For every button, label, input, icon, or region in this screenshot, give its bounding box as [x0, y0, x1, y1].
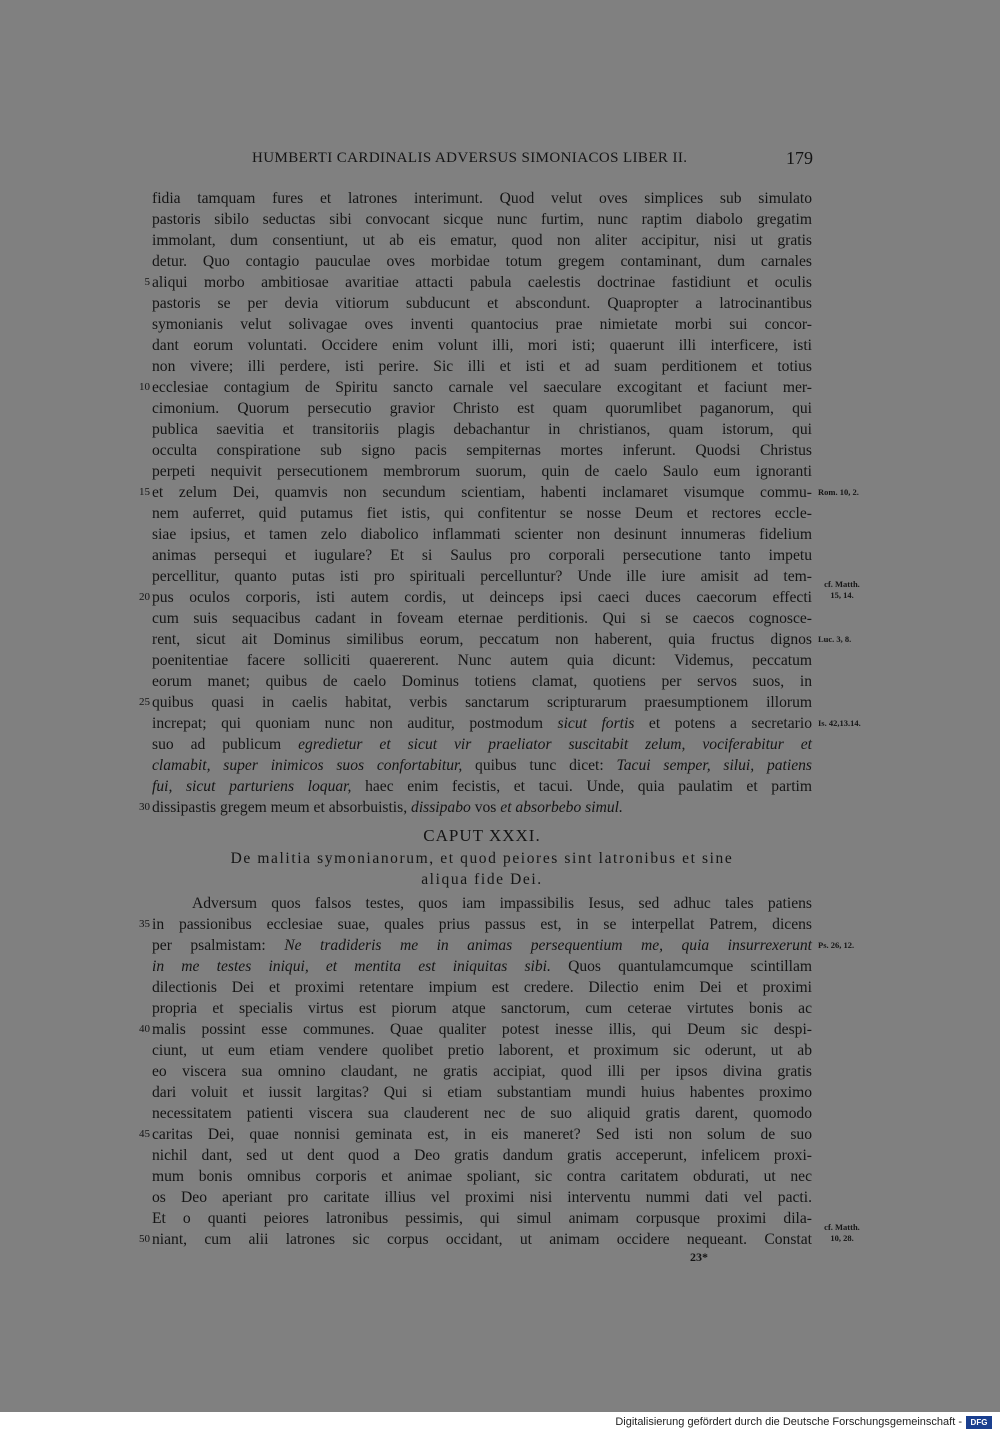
text-line: eorum manet; quibus de caelo Dominus totiens clamat, quotiens per servos suos, in [152, 673, 812, 690]
text-line: immolant, dum consentiunt, ut ab eis ematur, quod non aliter accipitur, nisi ut gratis [152, 232, 812, 249]
page-number: 179 [786, 148, 813, 168]
chapter-title: CAPUT XXXI. [423, 826, 541, 845]
text-line: occulta conspiratione sub signo pacis sempiternas mortes inferunt. Quodsi Christus [152, 442, 812, 459]
text-line: animas persequi et iugulare? Et si Saulus pro corporali persecutione tanto impetu [152, 547, 812, 564]
text-line: dant eorum voluntati. Occidere enim volunt illi, mori isti; quaerunt illi interficere, isti [152, 337, 812, 354]
margin-reference: cf. Matth. [824, 579, 860, 589]
text-line: Adversum quos falsos testes, quos iam impassibilis Iesus, sed adhuc tales patiens [192, 895, 812, 912]
footer-bar [0, 1412, 1000, 1434]
quotation: fui, sicut parturiens loquar, [152, 778, 352, 795]
chapter-subtitle: De malitia symonianorum, et quod peiores sint latronibus et sine [230, 850, 734, 867]
text-line: pastoris se per devia vitiorum subducunt et abscondunt. Quapropter a latrocinantibus [152, 295, 812, 312]
margin-reference: 15, 14. [830, 590, 854, 600]
line-number: 45 [139, 1128, 150, 1140]
margin-reference: cf. Matth. [824, 1222, 860, 1232]
text-line: non vivere; illi perdere, isti perire. Sic illi et isti et ad suam perditionem et totius [152, 358, 812, 375]
text-line: perpeti nequivit persecutionem membrorum suorum, quin de caelo Saulo eum ignoranti [152, 463, 812, 480]
line-number: 25 [139, 696, 150, 708]
text-line: caritas Dei, quae nonnisi geminata est, in eis maneret? Sed isti non solum de suo [152, 1126, 812, 1143]
quotation: clamabit, super inimicos suos confortabitur, [152, 757, 463, 774]
text-line: et zelum Dei, quamvis non secundum scientiam, habenti inclamaret visumque commu- [152, 484, 812, 501]
text-line: in passionibus ecclesiae suae, quales prius passus est, in se interpellat Patrem, dicens [152, 916, 812, 933]
text-line: symonianis velut solivagae oves inventi quantocius prae nimietate morbi sui concor- [152, 316, 812, 333]
text-line: fidia tamquam fures et latrones interimunt. Quod velut oves simplices sub simulato [152, 190, 812, 207]
text-line: suo ad publicum egredietur et sicut vir praeliator suscitabit zelum, vociferabitur et [152, 736, 812, 753]
line-number: 30 [139, 801, 150, 813]
text-line: dilectionis Dei et proximi retentare impium est credere. Dilectio enim Dei et proximi [152, 979, 812, 996]
chapter-subtitle: aliqua fide Dei. [421, 871, 543, 888]
text-line: ecclesiae contagium de Spiritu sancto carnale vel saeculare excogitant et faciunt mer- [152, 379, 812, 396]
text-line: eo viscera sua omnino claudant, ne gratis accipiat, quod illi per ipsos divina gratis [152, 1063, 812, 1080]
text-line: poenitentiae facere solliciti quaererent. Nunc autem quia dicunt: Videmus, peccatum [152, 652, 812, 669]
running-header: HUMBERTI CARDINALIS ADVERSUS SIMONIACOS LIBER II. [252, 150, 688, 166]
line-number: 5 [144, 276, 150, 288]
line-number: 20 [139, 591, 150, 603]
text-line: nem auferret, quid putamus fiet istis, qui confitentur se nosse Deum et rectores eccle- [152, 505, 812, 522]
text-line: per psalmistam: Ne tradideris me in animas persequentium me, quia insurrexerunt [152, 937, 812, 954]
text-line: increpat; qui quoniam nunc non auditur, postmodum sicut fortis et potens a secretario [152, 715, 812, 732]
text-line: necessitatem patienti viscera sua clauderent nec de suo aliquid gratis darent, quomodo [152, 1105, 812, 1122]
text-line: siae ipsius, et tamen zelo diabolico inflammati scienter non desinunt innumeras fidelium [152, 526, 812, 543]
dfg-logo: DFG [966, 1416, 992, 1429]
quotation: Ne tradideris me in animas persequentium me, quia insurrexerunt [284, 937, 812, 954]
line-number: 15 [139, 486, 150, 498]
line-number: 10 [139, 381, 150, 393]
margin-reference: Ps. 26, 12. [818, 940, 855, 950]
text-line: dissipastis gregem meum et absorbuistis, dissipabo vos et absorbebo simul. [152, 799, 623, 816]
text-line: pus oculos corporis, isti autem cordis, ut deinceps ipsi caeci duces caecorum effecti [152, 589, 812, 606]
text-line: quibus quasi in caelis habitat, verbis sanctarum scripturarum praesumptionem illorum [152, 694, 812, 711]
text-line: ciunt, ut eum etiam vendere quolibet pretio laborent, et proximum sic oderunt, ut ab [152, 1042, 812, 1059]
text-line: cum suis sequacibus cadant in foveam eternae perditionis. Qui si se caecos cognosce- [152, 610, 812, 627]
text-line: publica saevitia et transitoriis plagis debachantur in christianos, quam istorum, qui [152, 421, 812, 438]
margin-reference: Rom. 10, 2. [818, 487, 859, 497]
quotation: et absorbebo simul. [500, 799, 623, 816]
line-number: 40 [139, 1023, 150, 1035]
text-line: mum bonis omnibus corporis et animae spoliant, sic contra caritatem obdurati, ut nec [152, 1168, 812, 1185]
text-line: rent, sicut ait Dominus similibus eorum, peccatum non haberent, quia fructus dignos [152, 631, 812, 648]
text-line: clamabit, super inimicos suos confortabitur, quibus tunc dicet: Tacui semper, silui, patiens [152, 757, 812, 774]
text-line: cimonium. Quorum persecutio gravior Christo est quam quorumlibet paganorum, qui [152, 400, 812, 417]
text-line: niant, cum alii latrones sic corpus occidant, ut animam occidere nequeant. Constat [152, 1231, 812, 1248]
quotation: egredietur et sicut vir praeliator suscitabit zelum, vociferabitur et [298, 736, 812, 753]
margin-reference: 10, 28. [830, 1233, 854, 1243]
text-line: pastoris sibilo seductas sibi convocant sicque nunc furtim, nunc raptim diabolo gregatim [152, 211, 812, 228]
text-line: percellitur, quanto putas isti pro spirituali percelluntur? Unde ille iure amisit ad tem- [152, 568, 812, 585]
text-line: dari voluit et iussit largitas? Qui si etiam substantiam mundi huius habentes proximo [152, 1084, 812, 1101]
margin-reference: Is. 42,13.14. [818, 718, 861, 728]
text-line: os Deo aperiant pro caritate illius vel proximi nisi interventu nummi dati vel pacti. [152, 1189, 812, 1206]
text-line: detur. Quo contagio pauculae oves morbidae totum gregem contaminant, dum carnales [152, 253, 812, 270]
quotation: sicut fortis [557, 715, 635, 732]
printer-signature: 23* [690, 1250, 708, 1264]
text-line: aliqui morbo ambitiosae avaritiae attacti pabula caelestis doctrinae fastidiunt et oculis [152, 274, 812, 291]
text-line: fui, sicut parturiens loquar, haec enim fecistis, et tacui. Unde, quia paulatim et partim [152, 778, 813, 795]
line-number: 50 [139, 1233, 150, 1245]
quotation: dissipabo [411, 799, 471, 816]
text-line: propria et specialis virtus est piorum atque sanctorum, cum ceterae virtutes bonis ac [152, 1000, 812, 1017]
text-line: nichil dant, sed ut dent quod a Deo gratis dandum gratis acceperunt, infelicem proxi- [152, 1147, 812, 1164]
quotation: Tacui semper, silui, patiens [616, 757, 812, 774]
line-number: 35 [139, 918, 150, 930]
margin-reference: Luc. 3, 8. [818, 634, 852, 644]
quotation: in me testes iniqui, et mentita est iniquitas sibi. [152, 958, 551, 975]
funding-notice: Digitalisierung gefördert durch die Deutsche Forschungsgemeinschaft - [615, 1416, 962, 1428]
text-line: in me testes iniqui, et mentita est iniquitas sibi. Quos quantulamcumque scintillam [152, 958, 812, 975]
text-line: malis possint esse communes. Quae qualiter potest inesse illis, qui Deum sic despi- [152, 1021, 812, 1038]
text-line: Et o quanti peiores latronibus pessimis, qui simul animam corpusque proximi dila- [152, 1210, 812, 1227]
